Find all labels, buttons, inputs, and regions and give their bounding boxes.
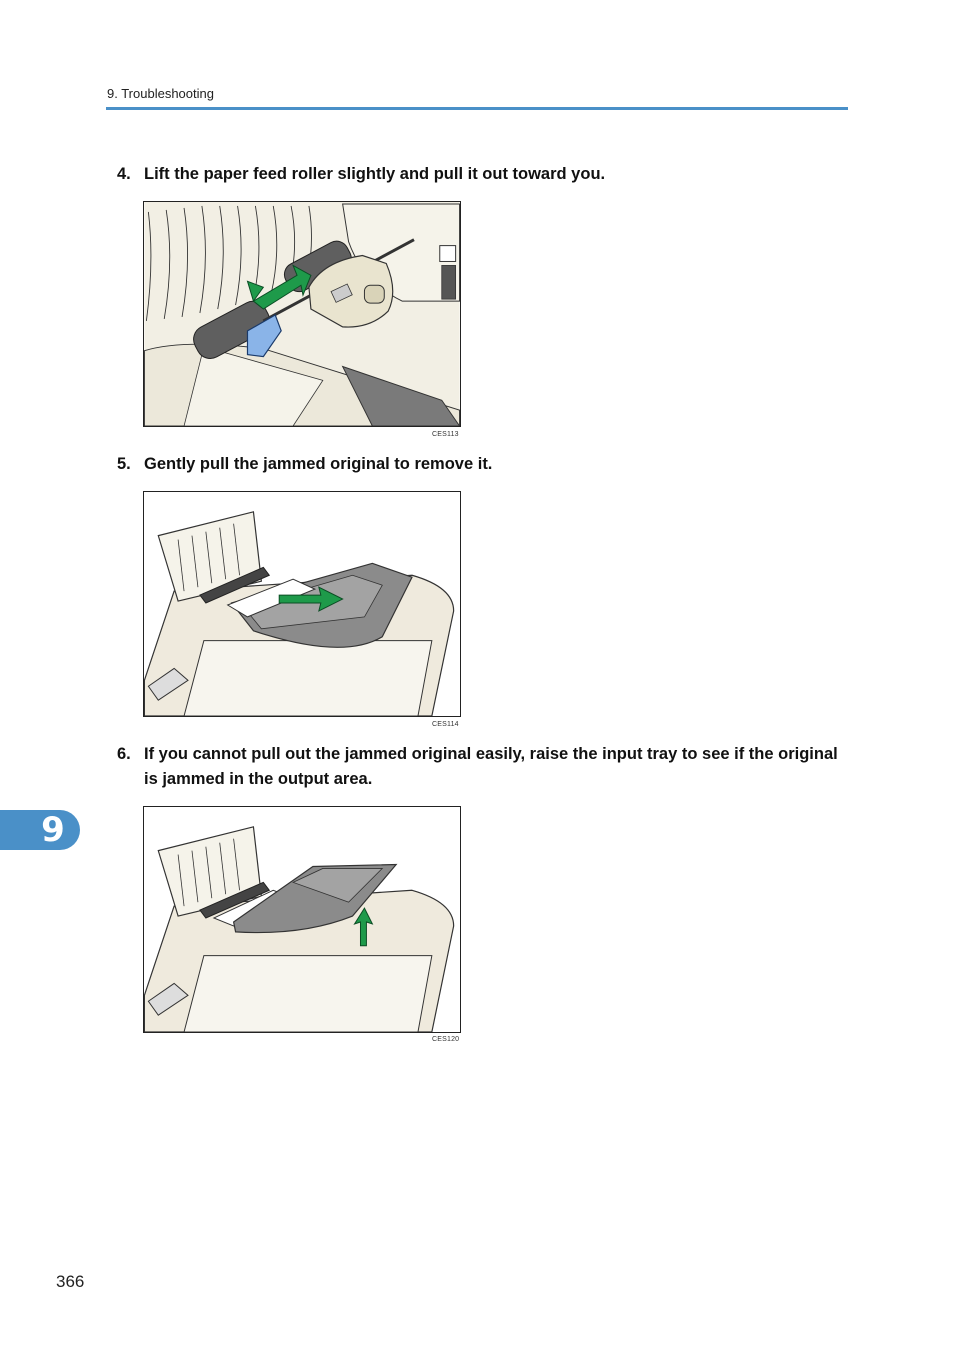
chapter-number: 9 — [41, 810, 65, 850]
step-text-line-1: If you cannot pull out the jammed original easily, raise the input tray to see if the original — [144, 745, 838, 763]
step-text: Gently pull the jammed original to remove it. — [144, 455, 493, 473]
step-number: 4. — [117, 165, 131, 183]
step-5 — [117, 452, 847, 478]
step-6 — [117, 742, 847, 794]
step-text: Lift the paper feed roller slightly and pull it out toward you. — [144, 165, 606, 183]
running-header: 9. Troubleshooting — [107, 86, 214, 101]
roller-removal-illustration — [144, 202, 460, 426]
figure-code: CES120 — [432, 1036, 460, 1043]
step-number: 5. — [117, 455, 131, 473]
page-number: 366 — [56, 1272, 85, 1291]
step-text-line-2: is jammed in the output area. — [144, 770, 373, 788]
step-4 — [117, 162, 847, 188]
figure-paper-feed-roller — [143, 201, 461, 427]
header-rule — [106, 107, 848, 110]
figure-code: CES113 — [432, 431, 459, 438]
figure-pull-jammed-original — [143, 491, 461, 717]
step-number: 6. — [117, 745, 131, 763]
figure-raise-input-tray — [143, 806, 461, 1033]
figure-code: CES114 — [432, 721, 459, 728]
raised-tray-illustration — [144, 807, 460, 1032]
chapter-tab — [0, 810, 80, 850]
jammed-original-illustration — [144, 492, 460, 716]
